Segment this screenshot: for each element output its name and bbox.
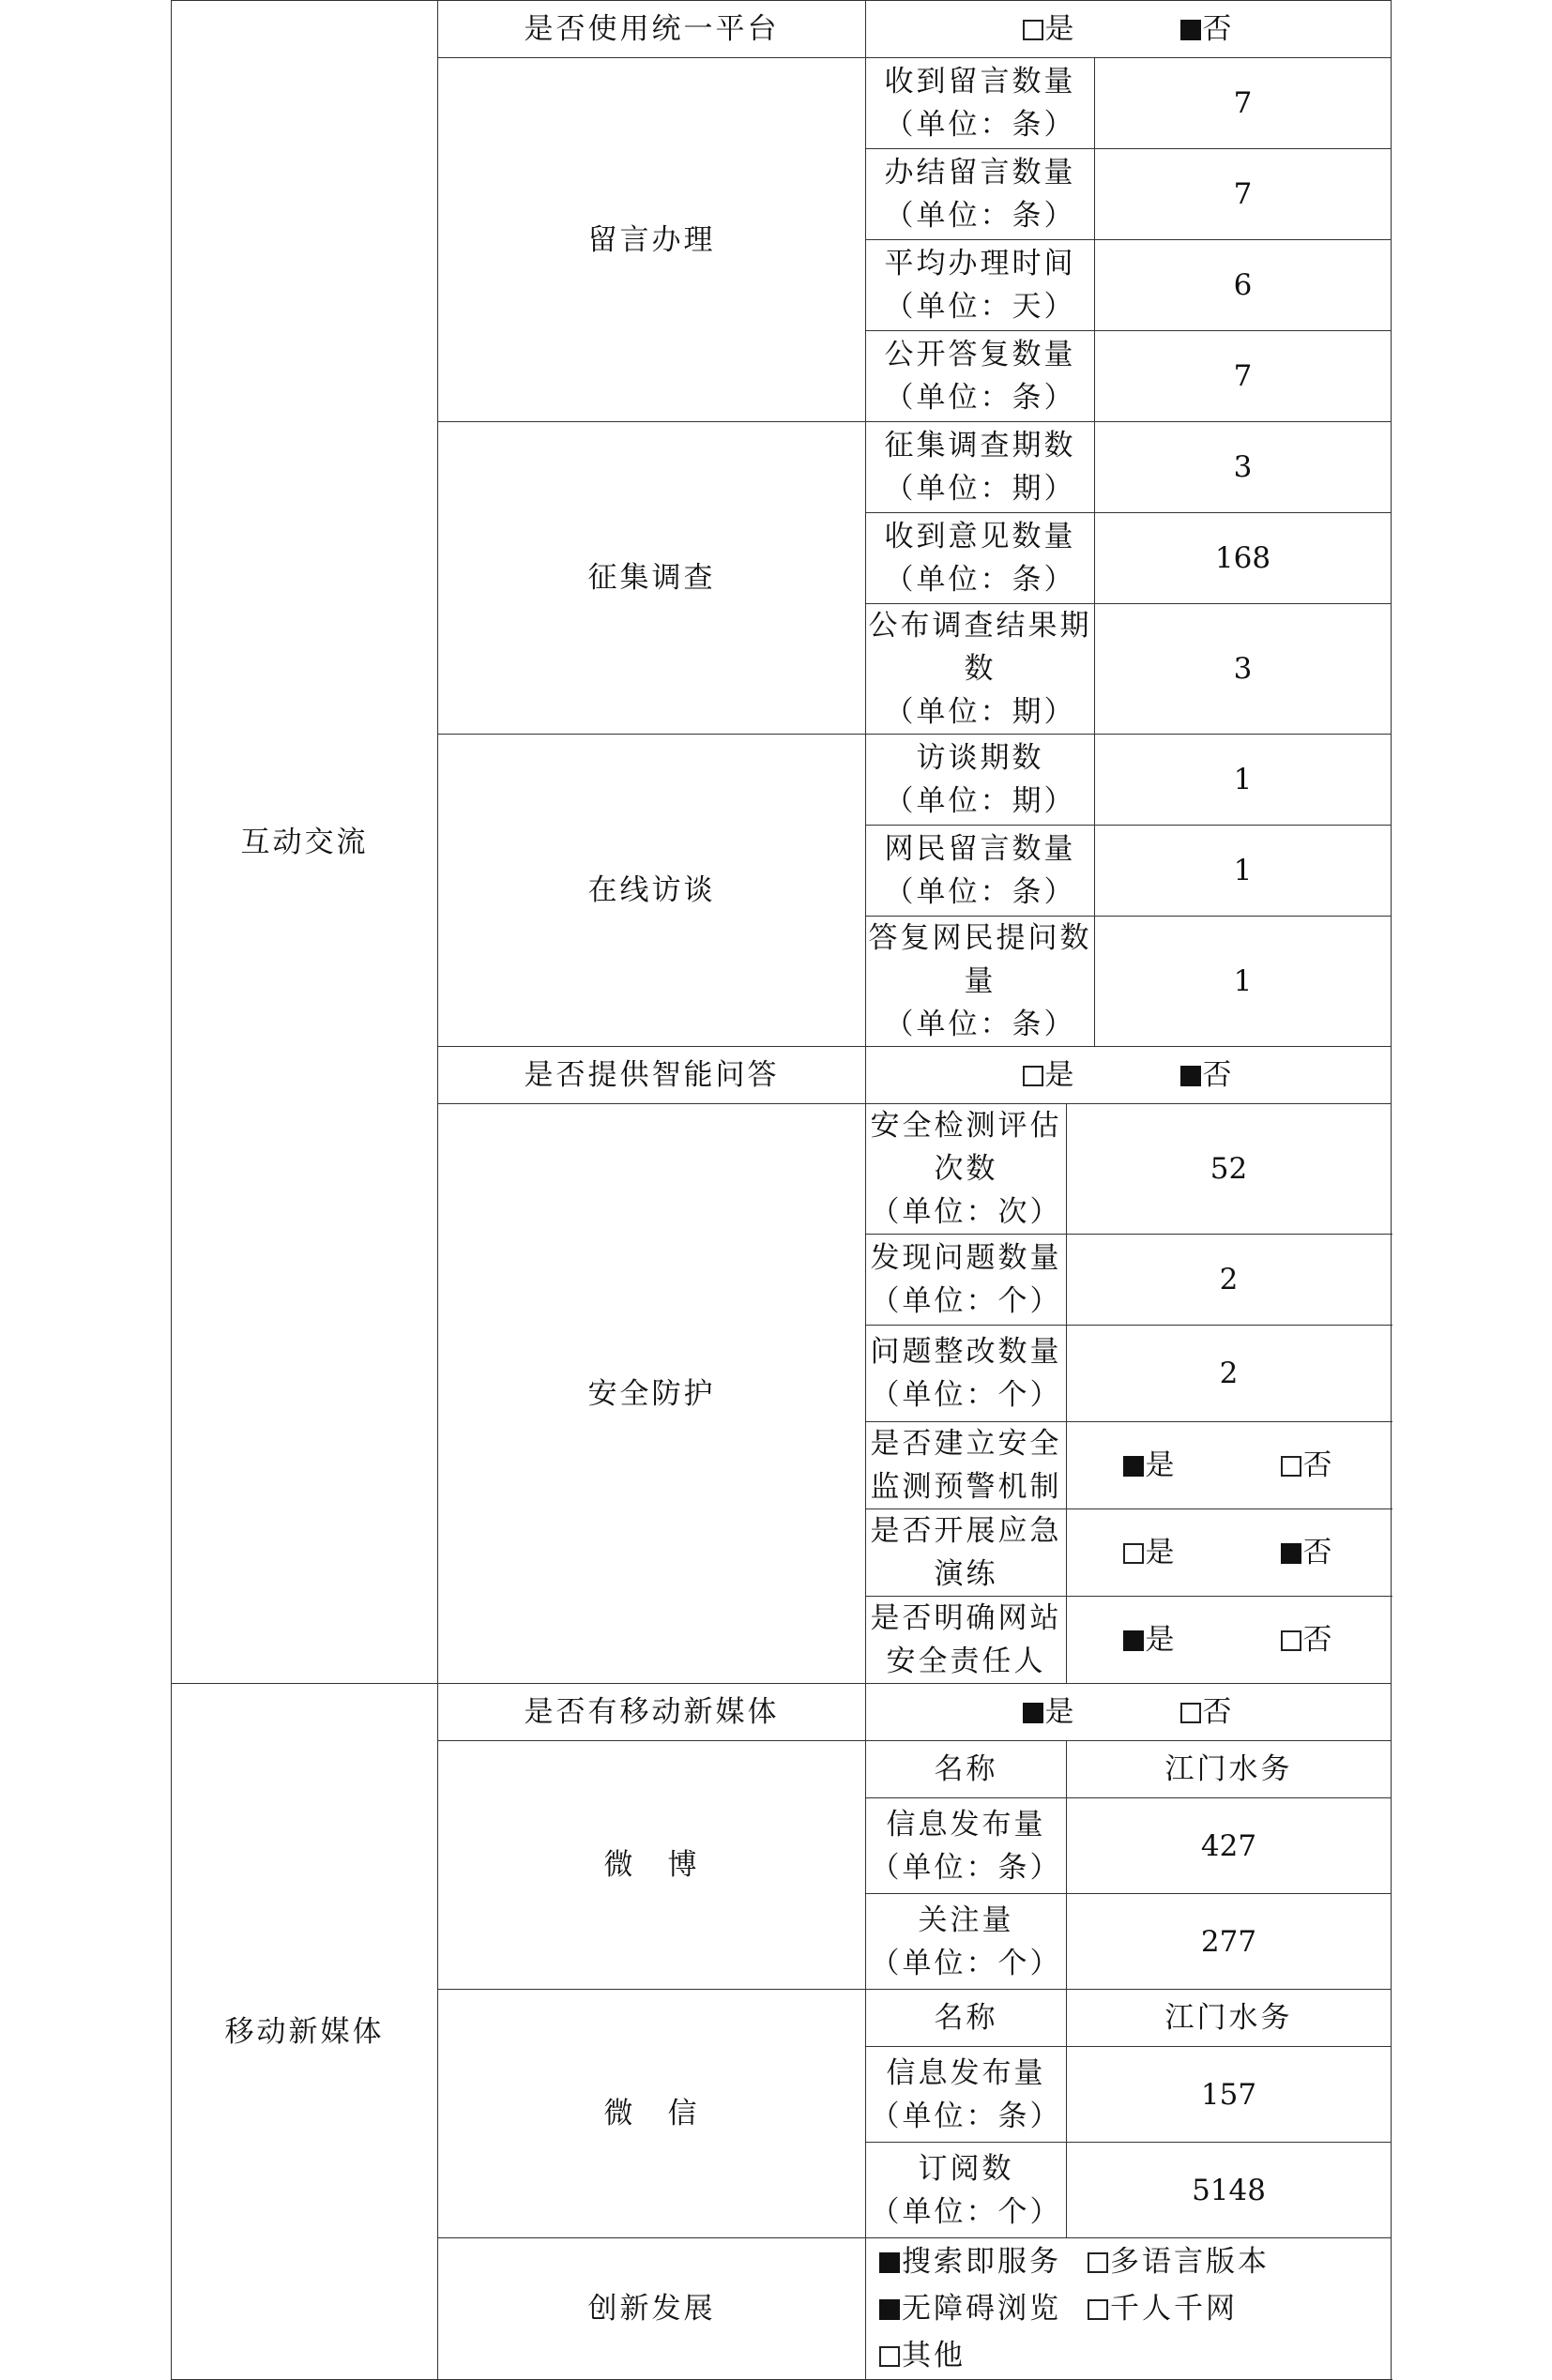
metric-label: 平均办理时间 （单位：天） [866, 240, 1095, 331]
weibo-name-label: 名称 [866, 1741, 1067, 1798]
report-table [171, 0, 1392, 2380]
checked-box-icon [1281, 1543, 1301, 1564]
unchecked-box-icon [1023, 20, 1043, 40]
metric-label: 安全检测评估次数 （单位：次） [866, 1104, 1067, 1235]
unchecked-box-icon [879, 2346, 900, 2367]
category-media: 移动新媒体 [172, 1684, 438, 2380]
has-media-label: 是否有移动新媒体 [438, 1684, 866, 1741]
interview-label: 在线访谈 [438, 735, 866, 1047]
unified-platform-label: 是否使用统一平台 [438, 1, 866, 58]
warning-mechanism-label: 是否建立安全监测预警机制 [866, 1422, 1067, 1509]
metric-value: 427 [1067, 1798, 1392, 1894]
metric-label: 公开答复数量 （单位：条） [866, 331, 1095, 422]
unchecked-box-icon [1123, 1543, 1144, 1564]
metric-label: 信息发布量 （单位：条） [866, 1798, 1067, 1894]
checked-box-icon [1023, 1703, 1043, 1723]
metric-label: 订阅数 （单位：个） [866, 2143, 1067, 2238]
warning-mechanism-choice: 是 否 [1067, 1422, 1392, 1509]
metric-label: 收到意见数量 （单位：条） [866, 513, 1095, 604]
responsible-person-label: 是否明确网站安全责任人 [866, 1597, 1067, 1684]
innovation-options: 搜索即服务 多语言版本无障碍浏览 千人千网 其他 [866, 2238, 1392, 2380]
emergency-drill-label: 是否开展应急演练 [866, 1509, 1067, 1597]
checked-box-icon [1180, 1066, 1201, 1086]
metric-label: 征集调查期数 （单位：期） [866, 422, 1095, 513]
checked-box-icon [1180, 20, 1201, 40]
metric-label: 办结留言数量 （单位：条） [866, 149, 1095, 240]
wechat-name-value: 江门水务 [1067, 1990, 1392, 2047]
message-handling-label: 留言办理 [438, 58, 866, 422]
metric-value: 1 [1095, 917, 1392, 1047]
metric-value: 2 [1067, 1326, 1392, 1422]
metric-value: 277 [1067, 1894, 1392, 1990]
unchecked-box-icon [1088, 2252, 1108, 2273]
unchecked-box-icon [1088, 2299, 1108, 2320]
category-security: 安全防护 [438, 1104, 866, 1684]
category-innovation: 创新发展 [438, 2238, 866, 2380]
metric-label: 信息发布量 （单位：条） [866, 2047, 1067, 2143]
smart-qa-label: 是否提供智能问答 [438, 1047, 866, 1104]
metric-value: 7 [1095, 331, 1392, 422]
survey-label: 征集调查 [438, 422, 866, 735]
unchecked-box-icon [1023, 1066, 1043, 1086]
metric-value: 5148 [1067, 2143, 1392, 2238]
checked-box-icon [879, 2252, 900, 2273]
metric-value: 3 [1095, 604, 1392, 735]
metric-label: 发现问题数量 （单位：个） [866, 1235, 1067, 1326]
unified-platform-choice: 是 否 [866, 1, 1392, 58]
emergency-drill-choice: 是 否 [1067, 1509, 1392, 1597]
smart-qa-choice: 是 否 [866, 1047, 1392, 1104]
has-media-choice: 是 否 [866, 1684, 1392, 1741]
metric-label: 公布调查结果期数 （单位：期） [866, 604, 1095, 735]
wechat-name-label: 名称 [866, 1990, 1067, 2047]
metric-label: 收到留言数量 （单位：条） [866, 58, 1095, 149]
unchecked-box-icon [1180, 1703, 1201, 1723]
checked-box-icon [1123, 1456, 1144, 1477]
metric-value: 52 [1067, 1104, 1392, 1235]
wechat-label: 微 信 [438, 1990, 866, 2238]
metric-value: 168 [1095, 513, 1392, 604]
metric-value: 157 [1067, 2047, 1392, 2143]
metric-label: 访谈期数 （单位：期） [866, 735, 1095, 826]
metric-value: 6 [1095, 240, 1392, 331]
metric-label: 网民留言数量 （单位：条） [866, 826, 1095, 917]
metric-value: 2 [1067, 1235, 1392, 1326]
metric-label: 关注量 （单位：个） [866, 1894, 1067, 1990]
metric-value: 7 [1095, 58, 1392, 149]
weibo-name-value: 江门水务 [1067, 1741, 1392, 1798]
metric-label: 答复网民提问数量 （单位：条） [866, 917, 1095, 1047]
metric-value: 1 [1095, 735, 1392, 826]
category-interaction: 互动交流 [172, 1, 438, 1684]
weibo-label: 微 博 [438, 1741, 866, 1990]
unchecked-box-icon [1281, 1630, 1301, 1651]
metric-value: 1 [1095, 826, 1392, 917]
metric-value: 3 [1095, 422, 1392, 513]
checked-box-icon [1123, 1630, 1144, 1651]
unchecked-box-icon [1281, 1456, 1301, 1477]
responsible-person-choice: 是 否 [1067, 1597, 1392, 1684]
metric-label: 问题整改数量 （单位：个） [866, 1326, 1067, 1422]
metric-value: 7 [1095, 149, 1392, 240]
checked-box-icon [879, 2299, 900, 2320]
